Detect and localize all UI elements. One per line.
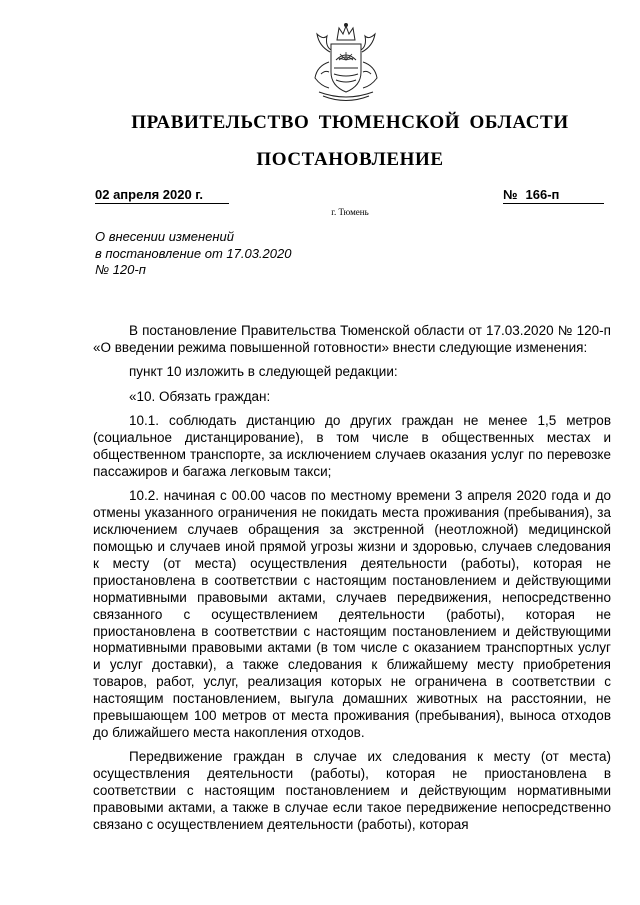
document-city: г. Тюмень (331, 207, 369, 217)
body-paragraph-1: В постановление Правительства Тюменской области от 17.03.2020 № 120-п «О введении режима повышенной готовности» внести следующие изменения: (93, 323, 611, 355)
body-paragraph-5: 10.2. начиная с 00.00 часов по местному времени 3 апреля 2020 года и до отмены указанного ограничения не покидать места проживания (пребывания), за исключением случаев обращения за экстренной (неотложной) медицинской помощью и случаев иной прямой угрозы жизни и здоровью, случаев следования к месту (от места) осуществления деятельности (работы), которая не приостановлена в соответствии с настоящим постановлением и действующими нормативными правовыми актами, случаев передвижения, непосредственно связанного с осуществлением деятельности (работы), которая не приостановлена в соответствии с настоящим постановлением и действующими нормативными правовыми актами (в том числе с оказанием транспортных услуг и услуг доставки), а также следования к ближайшему месту приобретения товаров, работ, услуг, реализация которых не ограничена в соответствии с настоящим постановлением, выгула домашних животных на расстоянии, не превышающем 100 метров от места проживания (пребывания), выноса отходов до ближайшего места накопления отходов. (93, 488, 611, 740)
number-value: 166-п (525, 187, 560, 202)
document-body (93, 323, 611, 841)
tyumen-coat-of-arms-icon (303, 22, 389, 106)
subject-line-3: № 120-п (95, 262, 146, 277)
body-paragraph-3: «10. Обязать граждан: (129, 388, 271, 404)
number-sign: № (503, 187, 518, 202)
document-number (503, 187, 604, 204)
organization-title: ПРАВИТЕЛЬСТВО ТЮМЕНСКОЙ ОБЛАСТИ (131, 112, 569, 133)
subject-line-1: О внесении изменений (95, 229, 234, 244)
body-paragraph-4: 10.1. соблюдать дистанцию до других граждан не менее 1,5 метров (социальное дистанцирование), в том числе в общественных местах и общественном транспорте, за исключением случаев оказания услуг по перевозке пассажиров и багажа легковым такси; (93, 413, 611, 479)
document-subject (95, 229, 395, 279)
body-paragraph-2: пункт 10 изложить в следующей редакции: (129, 364, 398, 380)
body-paragraph-6: Передвижение граждан в случае их следования к месту (от места) осуществления деятельности (работы), которая не приостановлена в соответствии с настоящим постановлением и действующим нормативными правовыми актами, а также в случае если такое передвижение непосредственно связано с осуществлением деятельности (работы), которая (93, 749, 611, 832)
document-type: ПОСТАНОВЛЕНИЕ (256, 149, 444, 170)
subject-line-2: в постановление от 17.03.2020 (95, 245, 292, 261)
document-date: 02 апреля 2020 г. (95, 187, 229, 204)
